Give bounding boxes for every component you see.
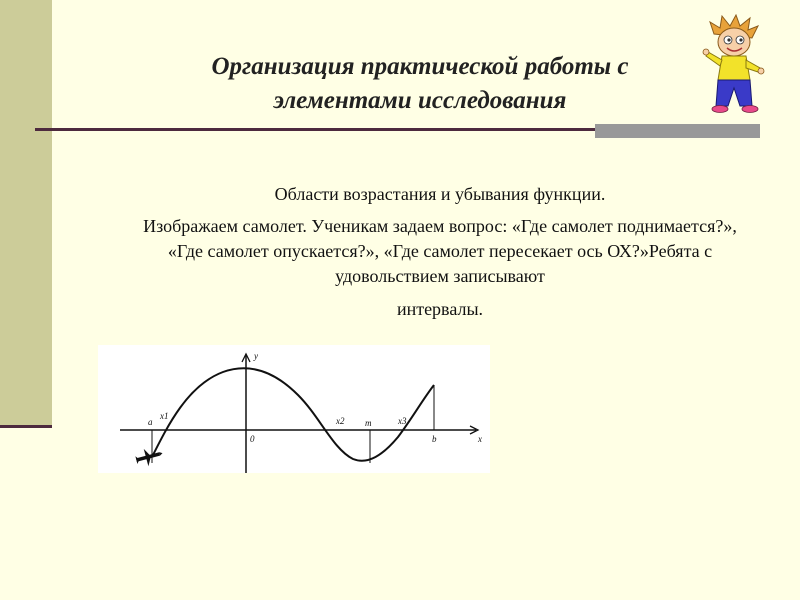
point-b-label: b [432, 434, 437, 444]
cartoon-boy-icon [700, 14, 768, 114]
title-divider [35, 128, 595, 131]
slide-title-line2: элементами исследования [273, 87, 567, 114]
slide-title [110, 50, 730, 118]
left-accent-bar [0, 0, 52, 425]
title-divider-accent [595, 124, 760, 138]
axis-x-label: x [478, 434, 482, 444]
point-m-label: m [365, 418, 372, 428]
function-curve [152, 368, 434, 460]
point-a-label: a [148, 417, 153, 427]
point-x1-label: x1 [160, 411, 169, 421]
axis-y-label: y [254, 351, 258, 361]
function-graph-svg [98, 345, 490, 473]
slide-title-line1: Организация практической работы с [211, 53, 629, 80]
airplane-icon [134, 444, 165, 468]
slide-body [140, 182, 740, 322]
origin-label: 0 [250, 434, 255, 444]
point-x2-label: x2 [336, 416, 345, 426]
body-paragraph-3: интервалы. [396, 299, 484, 319]
left-accent-underline [0, 425, 52, 428]
point-x3-label: x3 [398, 416, 407, 426]
function-graph [98, 345, 490, 473]
body-paragraph-1: Области возрастания и убывания функции. [274, 184, 606, 204]
body-paragraph-2: Изображаем самолет. Ученикам задаем вопрос: «Где самолет поднимается?», «Где самолет опускается?», «Где самолет пересекает ось ОХ?»Ребята с удовольствием записывают [143, 216, 737, 286]
